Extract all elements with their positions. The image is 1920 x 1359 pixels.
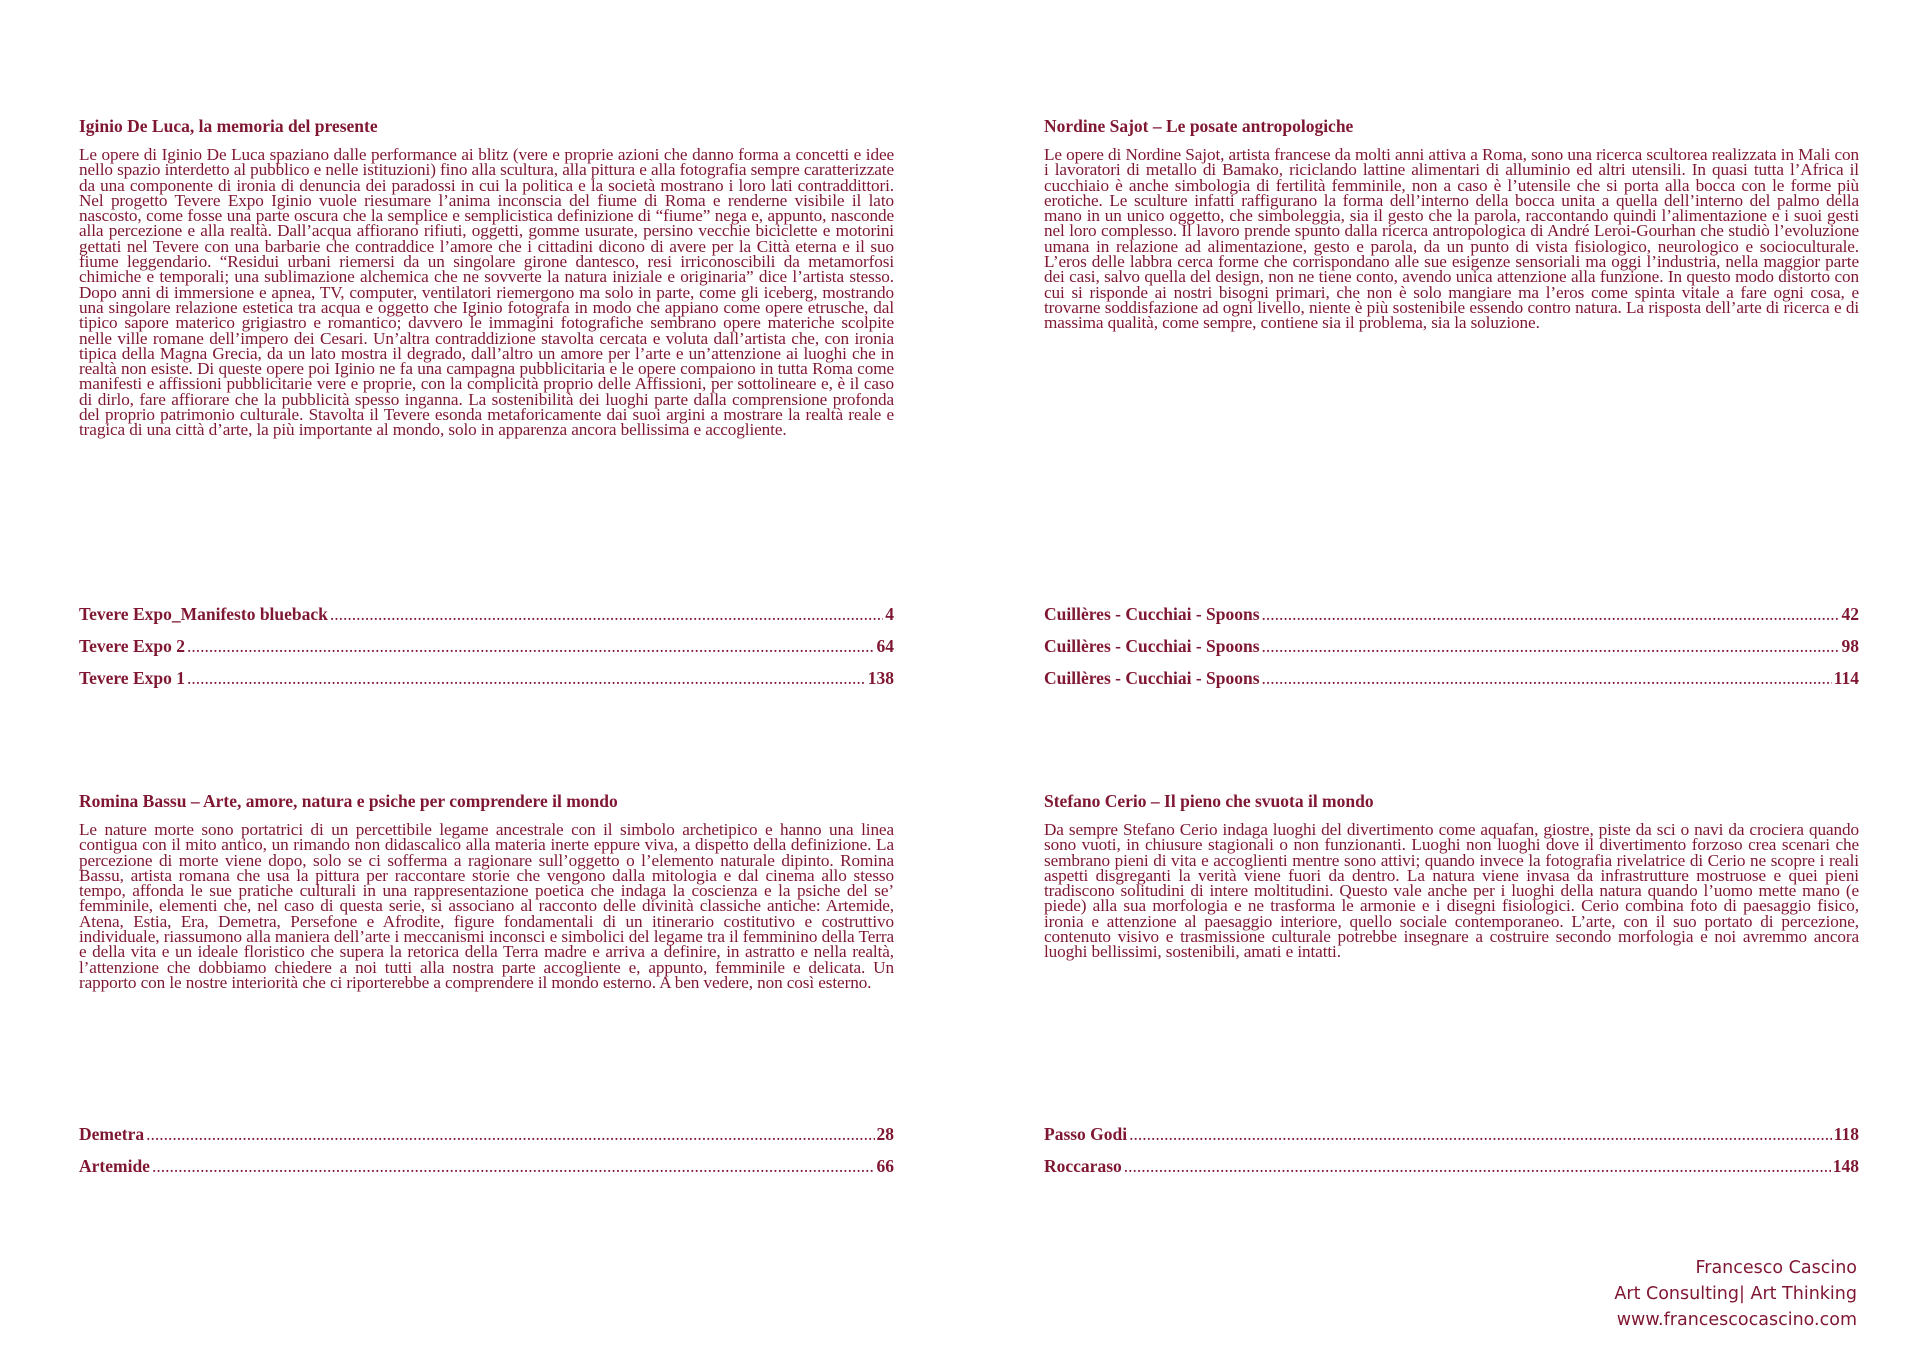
section-body: Le opere di Iginio De Luca spaziano dalle performance ai blitz (vere e proprie azioni che danno forma a concetti e idee nello spazio interdetto al pubblico e nelle istituzioni) fino alla scultura, alla pittura e alla fotografia sempre caratterizzate da una componente di ironia di denuncia dei paradossi in cui la politica e la società mostrano i loro lati contraddittori. Nel progetto Tevere Expo Iginio vuole riesumare l’anima inconscia del fiume di Roma e renderne visibile il lato nascosto, come fosse una parte oscura che la semplice e semplicistica definizione di “fiume” nega e, appunto, nasconde alla percezione e alla realtà. Dall’acqua affiorano rifiuti, oggetti, gomme usurate, persino vecchie biciclette e motorini gettati nel Tevere con una barbarie che contraddice l’amore che i cittadini dicono di avere per la Città eterna e il suo fiume leggendario. “Residui urbani riemersi da un singolare girone dantesco, resi irriconoscibili da metamorfosi chimiche e temporali; una sublimazione alchemica che ne sovverte la natura iniziale e originaria” dice l’artista stesso. Dopo anni di immersione e apnea, TV, computer, ventilatori riemergono ma solo in parte, come gli iceberg, mostrando una singolare relazione estetica tra acqua e oggetto che Iginio fotografa in modo che appiano come opere etrusche, dal tipico sapore materico grigiastro e romantico; davvero le immagini fotografiche sembrano opere materiche scolpite nelle ville romane dell’impero dei Cesari. Un’altra contraddizione stavolta cercata e voluta dall’artista che, con ironia tipica della Magna Grecia, da un lato mostra il degrado, dall’altro un amore per l’arte e un’attenzione ai luoghi che in realtà non esiste. Di queste opere poi Iginio ne fa una campagna pubblicitaria e le opere compaiono in tutta Roma come manifesti e affissioni pubblicitarie vere e proprie, con la complicità proprio delle Affissioni, per sottolineare e, è il caso di dirlo, fare affiorare che la pubblicità spesso inganna. La sostenibilità dei luoghi parte dalla comprensione profonda del proprio patrimonio culturale. Stavolta il Tevere esonda metaforicamente dai suoi argini a mostrare la realtà reale e tragica di una città d’arte, la più importante al mondo, solo in apparenza ancora bellissima e accogliente. [79,145,894,440]
toc-entry-page: 148 [1832,1156,1859,1176]
toc-leader [1129,1124,1832,1145]
toc-entry-label: Demetra [79,1124,145,1144]
toc-entry[interactable] [79,636,894,668]
toc-entry-label: Tevere Expo 2 [79,636,185,656]
section-body: Le nature morte sono portatrici di un percettibile legame ancestrale con il simbolo archetipico e hanno una linea contigua con il mito antico, un rimando non didascalico alla materia inerte eppure viva, a dispetto della definizione. La percezione di morte viene dopo, solo se ci sofferma a ragionare sull’oggetto o l’elemento naturale dipinto. Romina Bassu, artista romana che usa la pittura per raccontare storie che vengono dalla mitologia e dal cinema allo stesso tempo, affonda le sue pratiche culturali in una rappresentazione poetica che indaga la coscienza e la psiche del se’ femminile, elementi che, nel caso di questa serie, si associano al racconto delle divinità classiche antiche: Artemide, Atena, Estia, Era, Demetra, Persefone e Afrodite, figure fondamentali di un itinerario costitutivo e costruttivo individuale, riassumono alla maniera dell’arte i meccanismi inconsci e simbolici del legame tra il femminino della Terra e della vita e un ideale floristico che supera la retorica della Terra madre e arriva a definire, in astratto e nella realtà, l’attenzione che dobbiamo chiedere a noi tutti alla nostra parte accogliente e, appunto, femminile e delicata. Un rapporto con le nostre interiorità che ci riporterebbe a comprendere il mondo esterno. A ben vedere, non così esterno. [79,820,894,992]
toc-leader [187,668,866,689]
footer-name: Francesco Cascino [1695,1258,1857,1278]
toc-entry-label: Artemide [79,1156,150,1176]
toc-nordine-sajot [1044,604,1859,700]
toc-stefano-cerio [1044,1124,1859,1188]
toc-leader [1262,668,1832,689]
toc-entry[interactable] [1044,604,1859,636]
footer-credits [1614,1255,1857,1333]
toc-entry-page: 66 [876,1156,894,1176]
toc-entry-page: 4 [885,604,894,624]
toc-entry-label: Passo Godi [1044,1124,1128,1144]
toc-entry[interactable] [79,1124,894,1156]
toc-entry-page: 114 [1833,668,1859,688]
toc-entry-label: Cuillères - Cucchiai - Spoons [1044,604,1260,624]
section-title: Iginio De Luca, la memoria del presente [79,116,378,136]
toc-entry-label: Cuillères - Cucchiai - Spoons [1044,636,1260,656]
toc-leader [1262,636,1840,657]
section-title: Romina Bassu – Arte, amore, natura e psiche per comprendere il mondo [79,791,618,811]
section-title: Nordine Sajot – Le posate antropologiche [1044,116,1354,136]
toc-entry-label: Roccaraso [1044,1156,1122,1176]
toc-entry[interactable] [1044,1156,1859,1188]
toc-entry[interactable] [79,668,894,700]
section-stefano-cerio [1044,790,1859,960]
footer-tagline: Art Consulting| Art Thinking [1614,1284,1857,1304]
toc-entry[interactable] [1044,668,1859,700]
toc-entry[interactable] [79,604,894,636]
toc-entry[interactable] [1044,636,1859,668]
section-iginio-de-luca [79,115,894,438]
toc-entry-label: Tevere Expo_Manifesto blueback [79,604,328,624]
toc-entry-page: 118 [1833,1124,1859,1144]
toc-entry[interactable] [79,1156,894,1188]
toc-entry-label: Cuillères - Cucchiai - Spoons [1044,668,1260,688]
section-body: Da sempre Stefano Cerio indaga luoghi del divertimento come aquafan, giostre, piste da sci o navi da crociera quando sono vuoti, in chiusure stagionali o non funzionanti. Luoghi non luoghi dove il divertimento forzoso crea scenari che sembrano pieni di vita e accoglienti mentre sono attivi; quando invece la fotografia rivelatrice di Cerio ne scopre i reali aspetti disgreganti la verità viene fuori da dentro. La natura viene invasa da infrastrutture mostruose e quei pieni tradiscono solitudini di intere moltitudini. Questo vale anche per i luoghi della natura quando l’uomo mette mano (e piede) alla sua morfologia e ne trasforma le armonie e i disegni fisiologici. Cerio combina foto di paesaggio fisico, ironia e attenzione al paesaggio interiore, quello sociale contemporaneo. L’arte, con il suo portato di percezione, contenuto visivo e trasmissione culturale potrebbe insegnare a costruire secondo morfologia e noi avremmo ancora luoghi bellissimi, sostenibili, amati e intatti. [1044,820,1859,962]
toc-entry-label: Tevere Expo 1 [79,668,185,688]
toc-leader [1124,1156,1831,1177]
toc-entry-page: 64 [876,636,894,656]
toc-romina-bassu [79,1124,894,1188]
toc-entry-page: 28 [876,1124,894,1144]
toc-leader [146,1124,874,1145]
toc-iginio-de-luca [79,604,894,700]
section-body: Le opere di Nordine Sajot, artista francese da molti anni attiva a Roma, sono una ricerca scultorea realizzata in Mali con i lavoratori di metallo di Bamako, riciclando lattine alimentari di alluminio ed altri utensili. In quasi tutta l’Africa il cucchiaio è anche simbologia di fertilità femminile, non a caso è l’utensile che si porta alla bocca con le forme più erotiche. Le sculture infatti raffigurano la forma dell’interno della bocca unita a quella dell’interno del palmo della mano in un unico oggetto, che simboleggia, sia il gesto che la parola, raccontando quindi l’alimentazione e i suoi gesti nel loro complesso. Il lavoro prende spunto dalla ricerca antropologica di André Leroi-Gourhan che studiò l’evoluzione umana in relazione ad alimentazione, gesto e parola, da un punto di vista fisiologico, neurologico e socioculturale. L’eros delle labbra cerca forme che corrispondano alle sue esigenze sensoriali ma oggi l’industria, nella maggior parte dei casi, salvo quella del design, non ne tiene conto, avendo unica attenzione alla funzione. In questo modo distorto con cui si risponde ai nostri bisogni primari, che non è solo mangiare ma l’eros come spinta vitale a fare ogni cosa, e trovarne soddisfazione ad ogni livello, niente è più sostenibile essendo contro natura. La risposta dell’arte di ricerca e di massima qualità, come sempre, contiene sia il problema, sia la soluzione. [1044,145,1859,333]
toc-entry-page: 138 [867,668,894,688]
section-nordine-sajot [1044,115,1859,331]
toc-entry-page: 42 [1841,604,1859,624]
toc-leader [330,604,883,625]
toc-entry-page: 98 [1841,636,1859,656]
section-title: Stefano Cerio – Il pieno che svuota il mondo [1044,791,1374,811]
toc-leader [152,1156,875,1177]
toc-entry[interactable] [1044,1124,1859,1156]
footer-website-link[interactable]: www.francescocascino.com [1616,1310,1857,1330]
toc-leader [187,636,875,657]
section-romina-bassu [79,790,894,990]
toc-leader [1262,604,1840,625]
